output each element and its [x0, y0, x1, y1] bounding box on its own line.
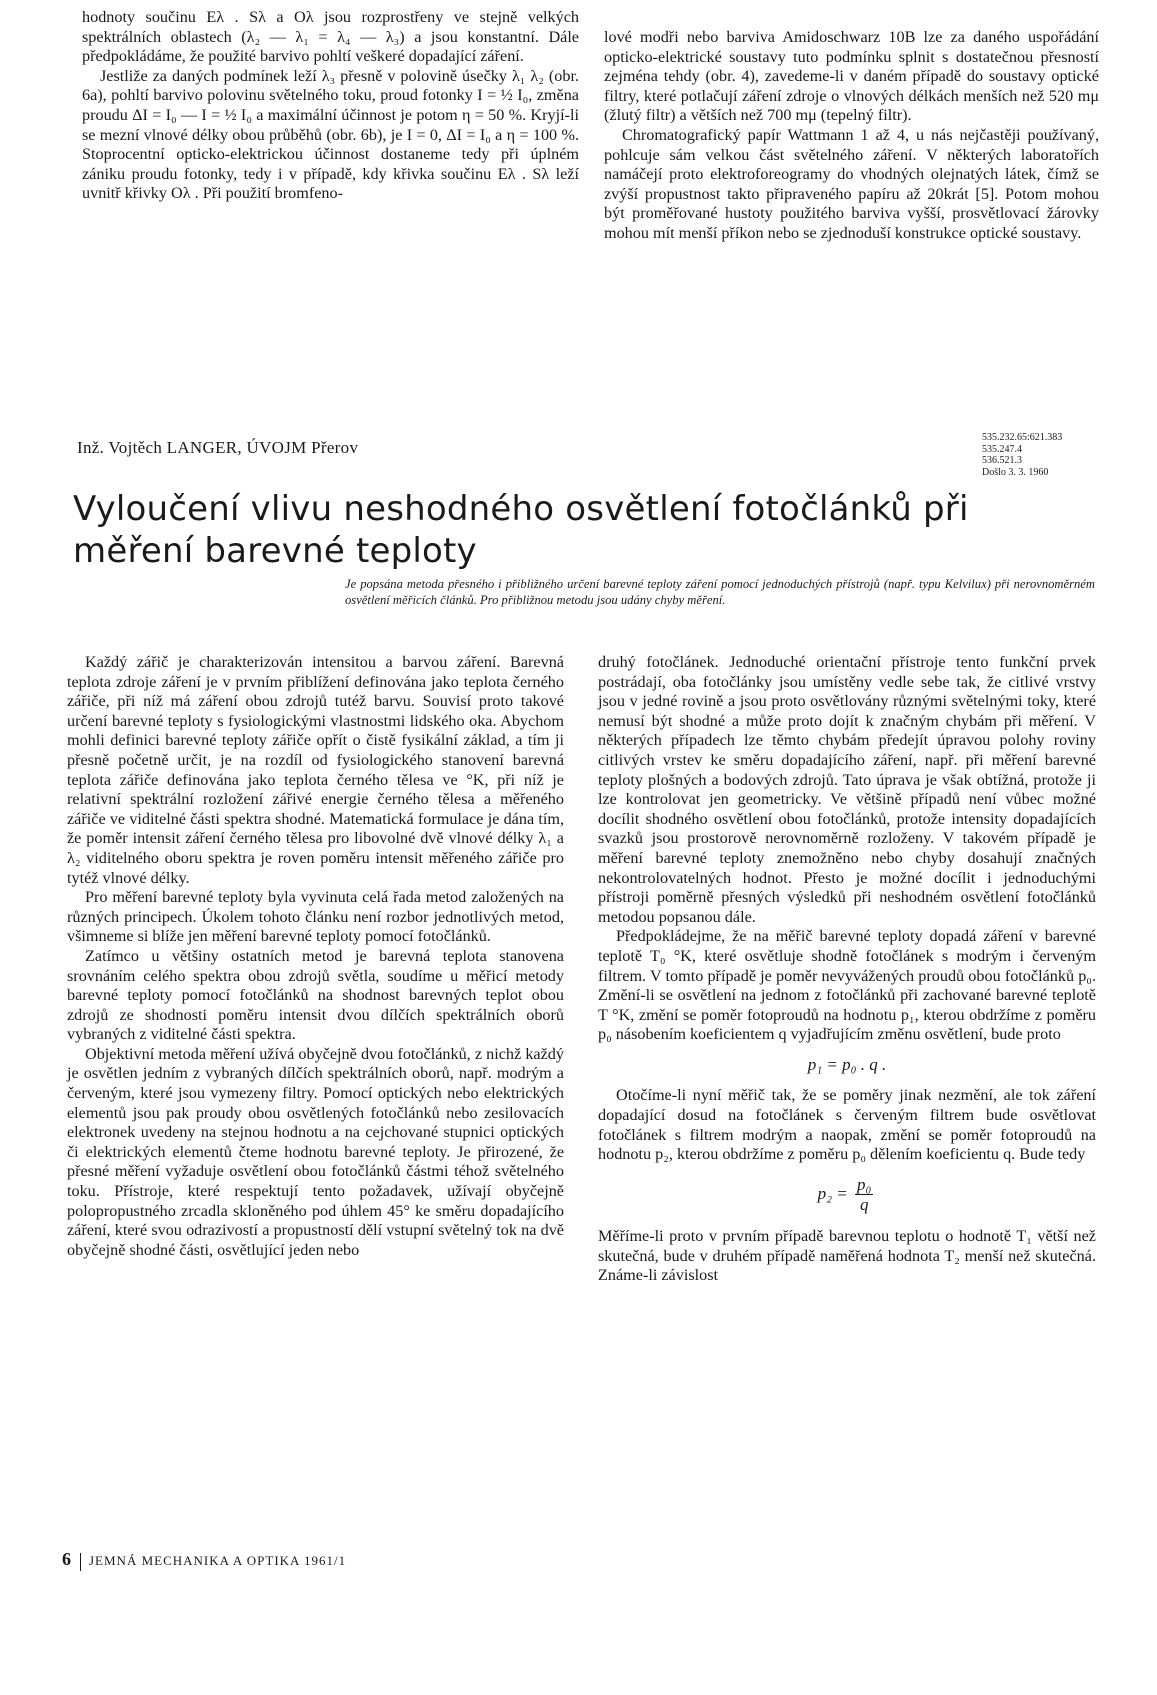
fraction	[855, 1175, 873, 1215]
main-left-column	[67, 653, 564, 1260]
paragraph: Zatímco u většiny ostatních metod je barevná teplota stanovena srovnáním celého spektra obou zdrojů světla, soudíme u měřicí metody barevné teploty pomocí fotočlánků na shodnost barevných teplot obou zdrojů ze shodnosti poměru intensit dvou dílčích spektrálních oborů vybraných z viditelné části spektra.	[67, 946, 564, 1044]
paragraph: druhý fotočlánek. Jednoduché orientační přístroje tento funkční prvek postrádají, oba fotočlánky jsou umístěny vedle sebe tak, že citlivé vrstvy jsou v jedné rovině a jsou proto osvětlovány různými světelnými toky, které nemusí být shodné a může proto dojít k značným chybám při měření. V některých případech lze těmto chybám předejít úpravou polohy roviny citlivých vrstev ke směru dopadajícího záření, např. při měření barevné teploty plošných a bodových zdrojů. Tato úprava je však obtížná, protože ji lze kontrolovat jen geometricky. Ve většině případů není vůbec možné docílit shodného osvětlení obou fotočlánků, protože intensity dopadajících svazků jsou prostorově nerovnoměrně rozloženy. V takovém případě je měření barevné teploty znemožněno nebo chyby dosahují značných nekontrolovatelných hodnot. Přesto je možné docílit i jednoduchými přístroji poměrně přesných výsledků při neshodném osvětlení fotočlánků metodou popsanou dále.	[598, 653, 1096, 926]
paragraph: Otočíme-li nyní měřič tak, že se poměry jinak nezmění, ale tok záření dopadající dosud na fotočlánek s červeným filtrem bude osvětlovat fotočlánek s filtrem modrým a naopak, změní se poměr fotoproudů na hodnotu p₂, kterou obdržíme z poměru p₀ dělením koeficientu q. Bude tedy	[598, 1086, 1096, 1164]
page-footer	[62, 1549, 346, 1571]
paragraph: Měříme-li proto v prvním případě barevnou teplotu o hodnotě T₁ větší než skutečná, bude v druhém případě naměřená hodnota T₂ menší než skutečná. Známe-li závislost	[598, 1227, 1096, 1285]
journal-name: JEMNÁ MECHANIKA A OPTIKA 1961/1	[89, 1553, 347, 1568]
top-left-column	[82, 8, 579, 204]
udc-line: 536.521.3	[982, 455, 1022, 466]
page-number: 6	[62, 1549, 72, 1569]
paragraph: lové modři nebo barviva Amidoschwarz 10B lze za daného uspořádání opticko-elektrické soustavy tuto podmínku splnit s dostatečnou přesností zejména tehdy (obr. 4), zavedeme-li v daném případě do soustavy optické filtry, které potlačují záření zdroje o vlnových délkách menších než 520 mμ (žlutý filtr) a větších než 700 mμ (tepelný filtr).	[604, 28, 1099, 125]
paragraph: Objektivní metoda měření užívá obyčejně dvou fotočlánků, z nichž každý je osvětlen jedním z vybraných dílčích spektrálních oborů, např. modrým a červeným, které jsou vymezeny filtry. Pomocí optických nebo elektrických elementů jsou pak proudy obou osvětlených fotočlánků nebo zesilovacích elektronek uvedeny na stejnou hodnotu a na cejchované stupnici optických či elektrických elementů čteme hodnotu barevné teploty. Je přirozené, že přesné měření vyžaduje osvětlení obou fotočlánků částmi téhož světelného toku. Přístroje, které respektují tento požadavek, užívají obyčejně polopropustného zrcadla skloněného pod úhlem 45° ke směru dopadajícího záření, které svou odrazivostí a propustností dělí vstupní světelný tok na dvě obyčejně shodné části, osvětlující jeden nebo	[67, 1044, 564, 1259]
udc-line: 535.232.65:621.383	[982, 432, 1063, 443]
equation-p2	[598, 1175, 1096, 1215]
fraction-denominator: q	[859, 1195, 869, 1215]
article-title: Vyloučení vlivu neshodného osvětlení fotočlánků při měření barevné teploty	[73, 489, 969, 571]
paragraph: Předpokládejme, že na měřič barevné teploty dopadá záření v barevné teplotě T₀ °K, které osvětluje shodně fotočlánek s modrým i červeným filtrem. V tomto případě je poměr nevyvážených proudů obou fotočlánků p₀. Změní-li se osvětlení na jednom z fotočlánků při zachované barevné teplotě T °K, změní se poměr fotoproudů na hodnotu p₁, kterou obdržíme z poměru p₀ násobením koeficientem q vyjadřujícím změnu osvětlení, bude proto	[598, 927, 1096, 1044]
paragraph: Každý zářič je charakterizován intensitou a barvou záření. Barevná teplota zdroje záření je v prvním přiblížení definována jako teplota černého zářiče, při níž má záření obou zdrojů tutéž barvu. Souvisí proto takové určení barevné teploty s fysiologickými vlastnostmi lidského oka. Abychom mohli definici barevné teploty zářiče opřít o čistě fysikální základ, a tím ji přesně početně určit, je na rozdíl od fysiologického stanovení barevná teplota zářiče definována jako teplota černého tělesa ve °K, při níž je relativní spektrální rozložení zářivé energie černého tělesa a měřeného zářiče ve viditelné části spektra shodné. Matematická formulace je dána tím, že poměr intensit záření černého tělesa pro libovolné dvě vlnové délky λ₁ a λ₂ viditelného oboru spektra je roven poměru intensit měřeného zářiče pro tytéž vlnové délky.	[67, 653, 564, 887]
footer-divider	[80, 1553, 81, 1571]
author-byline: Inž. Vojtěch LANGER, ÚVOJM Přerov	[77, 438, 359, 457]
paragraph: Pro měření barevné teploty byla vyvinuta celá řada metod založených na různých principech. Úkolem tohoto článku není rozbor jednotlivých metod, všimneme si blíže jen měření barevné teploty pomocí fotočlánků.	[67, 888, 564, 946]
main-right-column	[598, 653, 1096, 1286]
top-right-column	[604, 28, 1099, 244]
equation-lhs: p₂ =	[817, 1183, 848, 1203]
received-date: Došlo 3. 3. 1960	[982, 466, 1049, 478]
fraction-numerator: p₀	[856, 1174, 872, 1194]
udc-classification	[982, 432, 1062, 478]
paragraph: Jestliže za daných podmínek leží λ₃ přesně v polovině úsečky λ₁ λ₂ (obr. 6a), pohltí barvivo polovinu světelného toku, proud fotonky I = ½ I₀, změna proudu ΔI = I₀ — I = ½ I₀ a maximální účinnost je potom η = 50 %. Kryjí-li se mezní vlnové délky obou průběhů (obr. 6b), je I = 0, ΔI = I₀ a η = 100 %. Stoprocentní opticko-elektrickou účinnost dostaneme tedy při úplném zániku proudu fotonky, tedy i v případě, kdy křivka součinu Eλ . Sλ leží uvnitř křivky Oλ . Při použití bromfeno-	[82, 66, 579, 203]
article-abstract: Je popsána metoda přesného i přibližného určení barevné teploty záření pomocí jednoduchých přístrojů (např. typu Kelvilux) při nerovnoměrném osvětlení měřicích článků. Pro přibližnou metodu jsou udány chyby měření.	[345, 577, 1095, 607]
udc-line: 535.247.4	[982, 443, 1022, 455]
paragraph: Chromatografický papír Wattmann 1 až 4, u nás nejčastěji používaný, pohlcuje sám velkou část světelného záření. V některých laboratořích namáčejí proto elektroforeogramy do vhodných olejnatých látek, čímž se zvýší propustnost takto připraveného papíru až 20krát [5]. Potom mohou být proměřované hustoty použitého barviva vyšší, prosvětlovací žárovky mohou mít menší příkon nebo se zjednoduší konstrukce optické soustavy.	[604, 125, 1099, 242]
paragraph: hodnoty součinu Eλ . Sλ a Oλ jsou rozprostřeny ve stejně velkých spektrálních oblastech (λ₂ — λ₁ = λ₄ — λ₃) a jsou konstantní. Dále předpokládáme, že použité barvivo pohltí veškeré dopadající záření.	[82, 8, 579, 66]
equation-p1: p₁ = p₀ . q .	[807, 1054, 887, 1074]
